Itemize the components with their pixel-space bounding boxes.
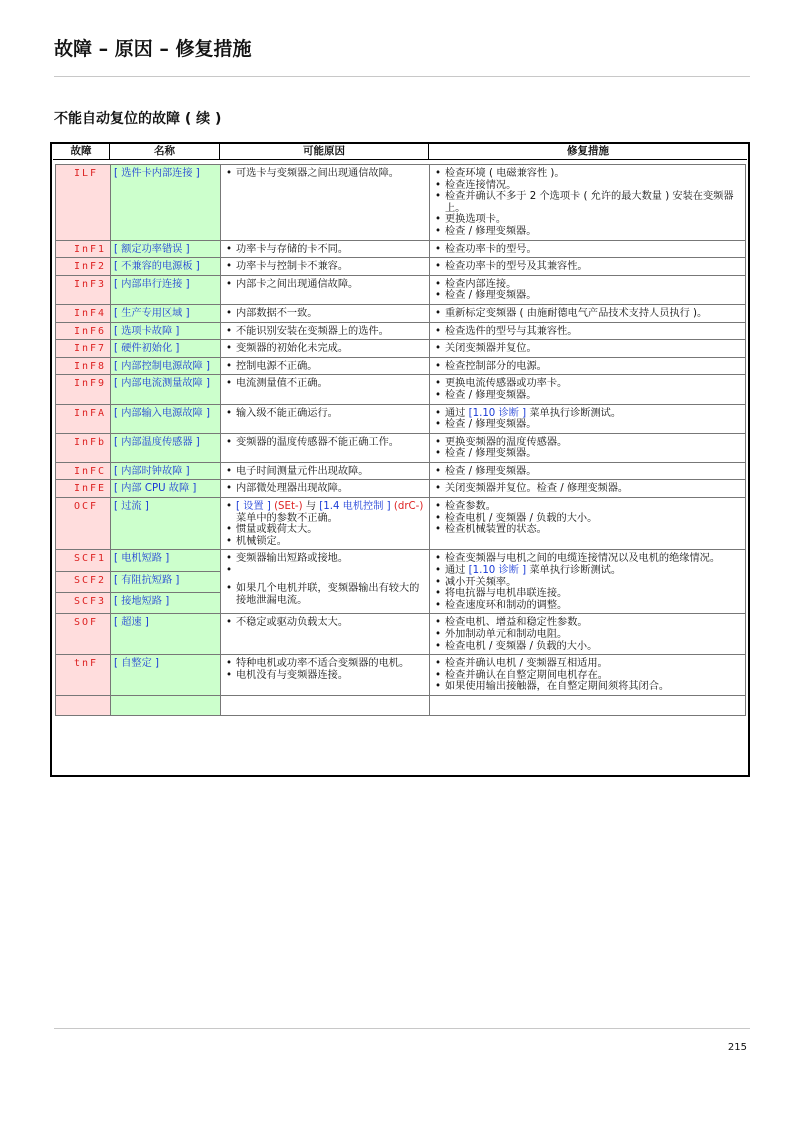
list-item: • 功率卡与存储的卡不同。	[224, 244, 426, 256]
fault-code: SCF3	[56, 593, 111, 614]
fault-name-link[interactable]: [ 接地短路 ]	[111, 593, 221, 614]
menu-link[interactable]: [ 设置 ]	[236, 501, 271, 513]
fault-code: InF8	[56, 357, 111, 375]
list-item: • 可选卡与变频器之间出现通信故障。	[224, 168, 426, 180]
fault-name-link[interactable]: [ 过流 ]	[111, 498, 221, 550]
list-item: • 内部微处理器出现故障。	[224, 483, 426, 495]
fault-name-link[interactable]: [ 生产专用区域 ]	[111, 304, 221, 322]
fault-code: OCF	[56, 498, 111, 550]
table-row	[56, 404, 746, 433]
list-item: • 重新标定变频器 ( 由施耐德电气产品技术支持人员执行 )。	[433, 308, 742, 320]
list-item: • 检查变频器与电机之间的电缆连接情况以及电机的绝缘情况。	[433, 553, 742, 565]
fault-name-link[interactable]: [ 内部输入电源故障 ]	[111, 404, 221, 433]
fix-cell	[430, 433, 746, 462]
fault-name-link[interactable]: [ 额定功率错误 ]	[111, 240, 221, 258]
list-item: • 通过 [1.10 诊断 ] 菜单执行诊断测试。	[433, 565, 742, 577]
bottom-divider	[54, 1028, 750, 1029]
fault-code: InF6	[56, 322, 111, 340]
cause-cell	[221, 480, 430, 498]
fix-cell	[430, 258, 746, 276]
list-item: • 检查 / 修理变频器。	[433, 448, 742, 460]
list-item: • 检查 / 修理变频器。	[433, 419, 742, 431]
cause-cell	[221, 340, 430, 358]
table-row	[56, 240, 746, 258]
cause-cell	[221, 322, 430, 340]
list-item: • 外加制动单元和制动电阻。	[433, 629, 742, 641]
page-number: 215	[727, 1042, 747, 1053]
list-item: • 检查电机 / 变频器 / 负载的大小。	[433, 641, 742, 653]
fault-code: InF7	[56, 340, 111, 358]
list-item: • 检查选件的型号与其兼容性。	[433, 326, 742, 338]
fault-code: InF9	[56, 375, 111, 404]
list-item: • 检查并确认电机 / 变频器互相适用。	[433, 658, 742, 670]
table-row	[56, 462, 746, 480]
fault-code: SCF2	[56, 571, 111, 592]
list-item: • 关闭变频器并复位。检查 / 修理变频器。	[433, 483, 742, 495]
list-item: • 检查 / 修理变频器。	[433, 466, 742, 478]
fault-name-link[interactable]: [ 内部时钟故障 ]	[111, 462, 221, 480]
fix-cell	[430, 462, 746, 480]
fix-cell	[430, 614, 746, 655]
cause-cell	[221, 433, 430, 462]
fault-name-link[interactable]: [ 内部 CPU 故障 ]	[111, 480, 221, 498]
list-item: • 检查并确认在自整定期间电机存在。	[433, 670, 742, 682]
list-item: • 更换选项卡。	[433, 214, 742, 226]
list-item: • 检查 / 修理变频器。	[433, 290, 742, 302]
list-item: • 检查速度环和制动的调整。	[433, 600, 742, 612]
fault-name-link[interactable]: [ 内部串行连接 ]	[111, 275, 221, 304]
table-row	[56, 258, 746, 276]
fault-code: InF4	[56, 304, 111, 322]
fault-table	[55, 164, 746, 716]
page-title: 故障 – 原因 – 修复措施	[54, 38, 252, 60]
fix-cell	[430, 322, 746, 340]
list-item: • 电子时间测量元件出现故障。	[224, 466, 426, 478]
cause-cell	[221, 614, 430, 655]
table-header	[53, 144, 747, 160]
list-item: • 检查控制部分的电源。	[433, 361, 742, 373]
list-item: • 检查 / 修理变频器。	[433, 226, 742, 238]
table-row	[56, 340, 746, 358]
table-row	[56, 375, 746, 404]
fault-name-link[interactable]: [ 不兼容的电源板 ]	[111, 258, 221, 276]
list-item: • 机械锁定。	[224, 536, 426, 548]
fault-code: ILF	[56, 165, 111, 241]
list-item: • 检查功率卡的型号。	[433, 244, 742, 256]
fix-cell	[430, 357, 746, 375]
list-item: • [ 设置 ] (SEt-) 与 [1.4 电机控制 ] (drC-) 菜单中的参数不正确。	[224, 501, 426, 524]
list-item: • 检查并确认不多于 2 个选项卡 ( 允许的最大数量 ) 安装在变频器上。	[433, 191, 742, 214]
fault-code: InF3	[56, 275, 111, 304]
list-item: • 通过 [1.10 诊断 ] 菜单执行诊断测试。	[433, 408, 742, 420]
table-row-empty	[56, 695, 746, 715]
list-item: • 不稳定或驱动负载太大。	[224, 617, 426, 629]
cause-cell	[221, 550, 430, 614]
cause-cell	[221, 357, 430, 375]
list-item: • 减小开关频率。	[433, 577, 742, 589]
col-header-cause: 可能原因	[220, 144, 429, 160]
menu-link[interactable]: [1.10 诊断 ]	[468, 565, 527, 577]
list-item: • 特种电机或功率不适合变频器的电机。	[224, 658, 426, 670]
list-item: • 检查电机 / 变频器 / 负载的大小。	[433, 513, 742, 525]
cause-cell	[221, 462, 430, 480]
list-item: • 变频器的温度传感器不能正确工作。	[224, 437, 426, 449]
fault-name-link[interactable]: [ 自整定 ]	[111, 655, 221, 696]
fix-cell	[430, 275, 746, 304]
fix-cell	[430, 404, 746, 433]
list-item: • 将电抗器与电机串联连接。	[433, 588, 742, 600]
fix-cell	[430, 240, 746, 258]
list-item: • 检查功率卡的型号及其兼容性。	[433, 261, 742, 273]
fault-name-link[interactable]: [ 内部温度传感器 ]	[111, 433, 221, 462]
fault-code: SCF1	[56, 550, 111, 571]
fault-name-link[interactable]: [ 内部控制电源故障 ]	[111, 357, 221, 375]
fix-cell	[430, 655, 746, 696]
list-item: • 电流测量值不正确。	[224, 378, 426, 390]
fault-name-link[interactable]: [ 有阻抗短路 ]	[111, 571, 221, 592]
list-item: • 更换变频器的温度传感器。	[433, 437, 742, 449]
table-row	[56, 433, 746, 462]
list-item: • 惯量或载荷太大。	[224, 524, 426, 536]
table-row	[56, 322, 746, 340]
list-item: • 功率卡与控制卡不兼容。	[224, 261, 426, 273]
table-row	[56, 480, 746, 498]
cause-cell	[221, 258, 430, 276]
fault-code: InFE	[56, 480, 111, 498]
list-item: • 如果使用输出接触器，在自整定期间须将其闭合。	[433, 681, 742, 693]
list-item: • 检查 / 修理变频器。	[433, 390, 742, 402]
menu-link[interactable]: [1.4 电机控制 ]	[319, 501, 391, 513]
list-item: • 变频器输出短路或接地。	[224, 553, 426, 565]
table-row	[56, 550, 746, 571]
fix-cell	[430, 375, 746, 404]
cause-cell	[221, 375, 430, 404]
fix-cell	[430, 480, 746, 498]
list-item: • 检查环境 ( 电磁兼容性 )。	[433, 168, 742, 180]
cause-cell	[221, 404, 430, 433]
fault-code: InF1	[56, 240, 111, 258]
list-item: • 检查电机、增益和稳定性参数。	[433, 617, 742, 629]
table-row	[56, 304, 746, 322]
table-row	[56, 498, 746, 550]
cause-cell	[221, 240, 430, 258]
top-divider	[54, 76, 750, 77]
fix-cell	[430, 165, 746, 241]
list-item: • 检查机械装置的状态。	[433, 524, 742, 536]
col-header-fix: 修复措施	[429, 144, 747, 160]
fault-code: InFC	[56, 462, 111, 480]
fix-cell	[430, 550, 746, 614]
table-row	[56, 165, 746, 241]
fault-name-link[interactable]: [ 内部电流测量故障 ]	[111, 375, 221, 404]
fault-name-link[interactable]: [ 选项卡故障 ]	[111, 322, 221, 340]
fault-code: InF2	[56, 258, 111, 276]
list-item: • 关闭变频器并复位。	[433, 343, 742, 355]
list-item: • 如果几个电机并联，变频器输出有较大的接地泄漏电流。	[224, 583, 426, 606]
fault-name-link[interactable]: [ 电机短路 ]	[111, 550, 221, 571]
list-item: • 变频器的初始化未完成。	[224, 343, 426, 355]
list-item: • 检查参数。	[433, 501, 742, 513]
list-item: • 内部数据不一致。	[224, 308, 426, 320]
col-header-fault: 故障	[53, 144, 110, 160]
list-item: • 输入级不能正确运行。	[224, 408, 426, 420]
cause-cell	[221, 655, 430, 696]
table-row	[56, 357, 746, 375]
fault-name-link[interactable]: [ 超速 ]	[111, 614, 221, 655]
list-item: • 电机没有与变频器连接。	[224, 670, 426, 682]
cause-cell	[221, 498, 430, 550]
fault-name-link[interactable]: [ 硬件初始化 ]	[111, 340, 221, 358]
col-header-name: 名称	[110, 144, 220, 160]
list-item: • 更换电流传感器或功率卡。	[433, 378, 742, 390]
spacer	[224, 565, 426, 579]
section-title: 不能自动复位的故障 ( 续 )	[54, 111, 222, 127]
fault-code: InFb	[56, 433, 111, 462]
list-item: • 控制电源不正确。	[224, 361, 426, 373]
table-row	[56, 655, 746, 696]
fix-cell	[430, 498, 746, 550]
list-item: • 不能识别安装在变频器上的选件。	[224, 326, 426, 338]
fault-code: SOF	[56, 614, 111, 655]
table-row	[56, 275, 746, 304]
list-item: • 检查内部连接。	[433, 279, 742, 291]
list-item: • 内部卡之间出现通信故障。	[224, 279, 426, 291]
table-row	[56, 614, 746, 655]
cause-cell	[221, 275, 430, 304]
fault-name-link[interactable]: [ 选件卡内部连接 ]	[111, 165, 221, 241]
fix-cell	[430, 304, 746, 322]
list-item: • 检查连接情况。	[433, 180, 742, 192]
menu-link[interactable]: [1.10 诊断 ]	[468, 407, 527, 419]
fix-cell	[430, 340, 746, 358]
cause-cell	[221, 304, 430, 322]
fault-code: InFA	[56, 404, 111, 433]
cause-cell	[221, 165, 430, 241]
fault-code: tnF	[56, 655, 111, 696]
